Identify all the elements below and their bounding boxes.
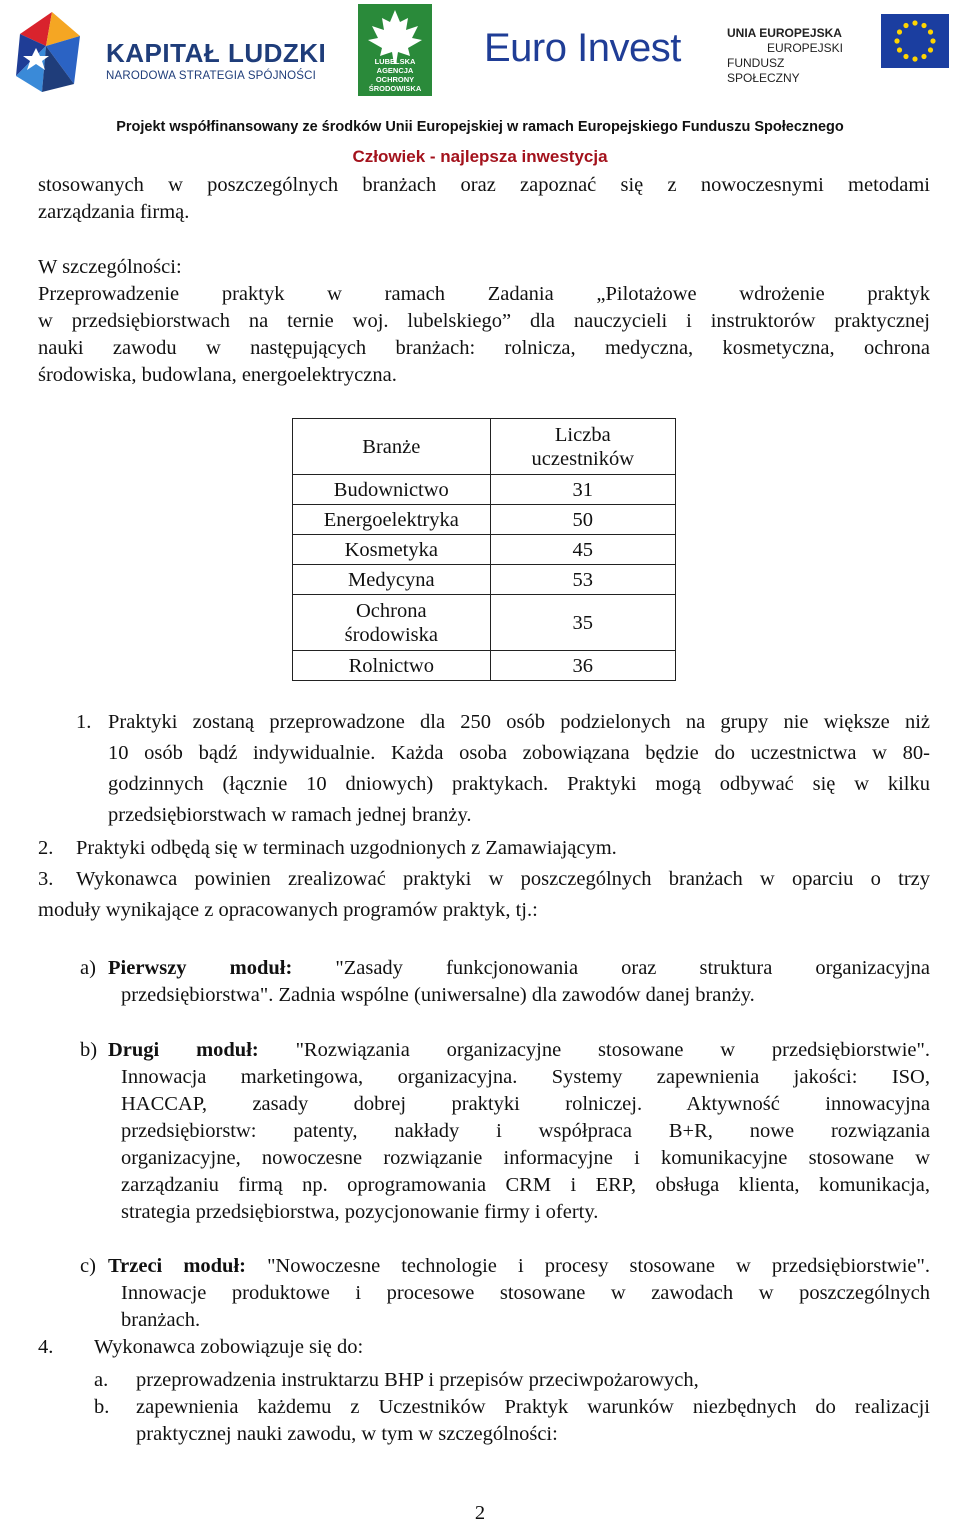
particular-heading: W szczególności: [38, 256, 182, 278]
table-row [293, 595, 676, 651]
item1-line2: 10 osób bądź indywidualnie. Każda osoba zobowiązana będzie do uczestnictwa w 80- [108, 742, 930, 764]
module-c-line1-rest: "Nowoczesne technologie i procesy stosowane w przedsiębiorstwie". [267, 1255, 930, 1277]
module-a-title: Pierwszy moduł: [108, 957, 293, 979]
obligations-title: Wykonawca zobowiązuje się do: [94, 1336, 364, 1358]
branch-l2: środowiska [344, 623, 438, 646]
module-c-line2: Innowacje produktowe i procesowe stosowane w zawodach w poszczególnych [121, 1282, 930, 1304]
branch-cell: Budownictwo [293, 475, 491, 505]
module-c-line1 [108, 1253, 930, 1280]
module-a-line1-rest: "Zasady funkcjonowania oraz struktura organizacyjna [335, 957, 931, 979]
header-liczba-l1: Liczba [554, 423, 611, 446]
kapital-ludzki-subtitle: NARODOWA STRATEGIA SPÓJNOŚCI [106, 70, 317, 82]
branch-cell: Kosmetyka [293, 535, 491, 565]
para-line2: w przedsiębiorstwach na ternie woj. lubelskiego” dla nauczycieli i instruktorów praktycznej [38, 310, 930, 332]
kapital-ludzki-emblem-icon [12, 6, 98, 94]
branch-cell: Energoelektryka [293, 505, 491, 535]
item2-text: Praktyki odbędą się w terminach uzgodnionych z Zamawiającym. [76, 837, 617, 859]
obligation-a-text: przeprowadzenia instruktarzu BHP i przepisów przeciwpożarowych, [136, 1369, 699, 1391]
count-cell: 31 [490, 475, 675, 505]
header-liczba-l2: uczestników [531, 447, 635, 470]
table-row [293, 505, 676, 535]
module-b-line1 [108, 1037, 930, 1064]
item3-number: 3. [38, 868, 54, 890]
item3-line2: moduły wynikające z opracowanych programów praktyk, tj.: [38, 899, 538, 921]
obligation-b-line1: zapewnienia każdemu z Uczestników Praktyk warunków niezbędnych do realizacji [136, 1396, 930, 1418]
obligation-a-label: a. [94, 1369, 109, 1391]
lubelska-agencja-text: LUBELSKA AGENCJA OCHRONY ŚRODOWISKA [368, 57, 422, 93]
branch-cell: Rolnictwo [293, 651, 491, 681]
table-row [293, 535, 676, 565]
branch-cell: Medycyna [293, 565, 491, 595]
participants-table [292, 418, 676, 681]
item1-line4: przedsiębiorstwach w ramach jednej branży. [108, 804, 472, 826]
euro-invest-logo: Euro Invest [484, 26, 681, 70]
module-b-line3: HACCAP, zasady dobrej praktyki rolniczej. Aktywność innowacyjna [121, 1093, 930, 1115]
module-b-line7: strategia przedsiębiorstwa, pozycjonowanie firmy i oferty. [121, 1201, 599, 1223]
maple-leaf-icon [358, 8, 432, 64]
kapital-ludzki-logo [12, 6, 327, 94]
module-b-line4: przedsiębiorstw: patenty, nakłady i współpraca B+R, nowe rozwiązania [121, 1120, 930, 1142]
para-line3: nauki zawodu w następujących branżach: rolnicza, medyczna, kosmetyczna, ochrona [38, 337, 930, 359]
page-number: 2 [474, 1502, 486, 1524]
module-c-label: c) [80, 1255, 96, 1277]
table-header-row [293, 419, 676, 475]
module-b-line6: zarządzaniu firmą np. oprogramowania CRM i ERP, obsługa klienta, komunikacja, [121, 1174, 930, 1196]
obligations-number: 4. [38, 1336, 54, 1358]
ue-line2: EUROPEJSKI [767, 41, 844, 55]
obligation-b-line2: praktycznej nauki zawodu, w tym w szczególności: [136, 1423, 558, 1445]
module-b-title: Drugi moduł: [108, 1039, 259, 1061]
count-cell: 35 [490, 595, 675, 651]
para-line1: Przeprowadzenie praktyk w ramach Zadania „Pilotażowe wdrożenie praktyk [38, 283, 930, 305]
item2-number: 2. [38, 837, 54, 859]
module-b-line5: organizacyjne, nowoczesne rozwiązanie informacyjne i komunikacyjne stosowane w [121, 1147, 930, 1169]
intro-line1: stosowanych w poszczególnych branżach oraz zapoznać się z nowoczesnymi metodami [38, 174, 930, 196]
item3-line1: Wykonawca powinien zrealizować praktyki w poszczególnych branżach w oparciu o trzy [76, 868, 930, 890]
ue-line1: UNIA EUROPEJSKA [727, 26, 842, 40]
lubelska-agencja-logo [358, 4, 432, 96]
unia-europejska-logo [727, 12, 949, 92]
motto: Człowiek - najlepsza inwestycja [352, 147, 608, 166]
item1-line3: godzinnych (łącznie 10 dniowych) praktykach. Praktyki mogą odbywać się w kilku [108, 773, 930, 795]
item1-line1: Praktyki zostaną przeprowadzone dla 250 osób podzielonych na grupy nie większe niż [108, 711, 930, 733]
table-row [293, 475, 676, 505]
table-row [293, 565, 676, 595]
count-cell: 53 [490, 565, 675, 595]
para-line4: środowiska, budowlana, energoelektryczna. [38, 364, 397, 386]
header-liczba [490, 419, 675, 475]
header-branze: Branże [293, 419, 491, 475]
count-cell: 45 [490, 535, 675, 565]
kapital-ludzki-title: KAPITAŁ LUDZKI [106, 38, 327, 68]
item1-number: 1. [76, 711, 92, 733]
count-cell: 50 [490, 505, 675, 535]
branch-cell [293, 595, 491, 651]
branch-l1: Ochrona [355, 599, 427, 622]
module-c-line3: branżach. [121, 1309, 201, 1331]
project-cofinancing-line: Projekt współfinansowany ze środków Unii Europejskiej w ramach Europejskiego Funduszu Społecznego [116, 119, 844, 135]
unia-europejska-text [727, 26, 847, 86]
module-a-line1 [108, 955, 930, 982]
ue-line3: FUNDUSZ SPOŁECZNY [727, 56, 800, 85]
count-cell: 36 [490, 651, 675, 681]
obligation-b-label: b. [94, 1396, 110, 1418]
intro-line2: zarządzania firmą. [38, 201, 190, 223]
module-b-line1-rest: "Rozwiązania organizacyjne stosowane w przedsiębiorstwie". [295, 1039, 930, 1061]
eu-flag-icon [881, 14, 949, 68]
table-row [293, 651, 676, 681]
module-b-label: b) [80, 1039, 98, 1061]
page-header [0, 0, 960, 172]
module-c-title: Trzeci moduł: [108, 1255, 246, 1277]
module-b-line2: Innowacja marketingowa, organizacyjna. Systemy zapewnienia jakości: ISO, [121, 1066, 930, 1088]
module-a-line2: przedsiębiorstwa". Zadnia wspólne (uniwersalne) dla zawodów danej branży. [121, 984, 755, 1006]
module-a-label: a) [80, 957, 96, 979]
